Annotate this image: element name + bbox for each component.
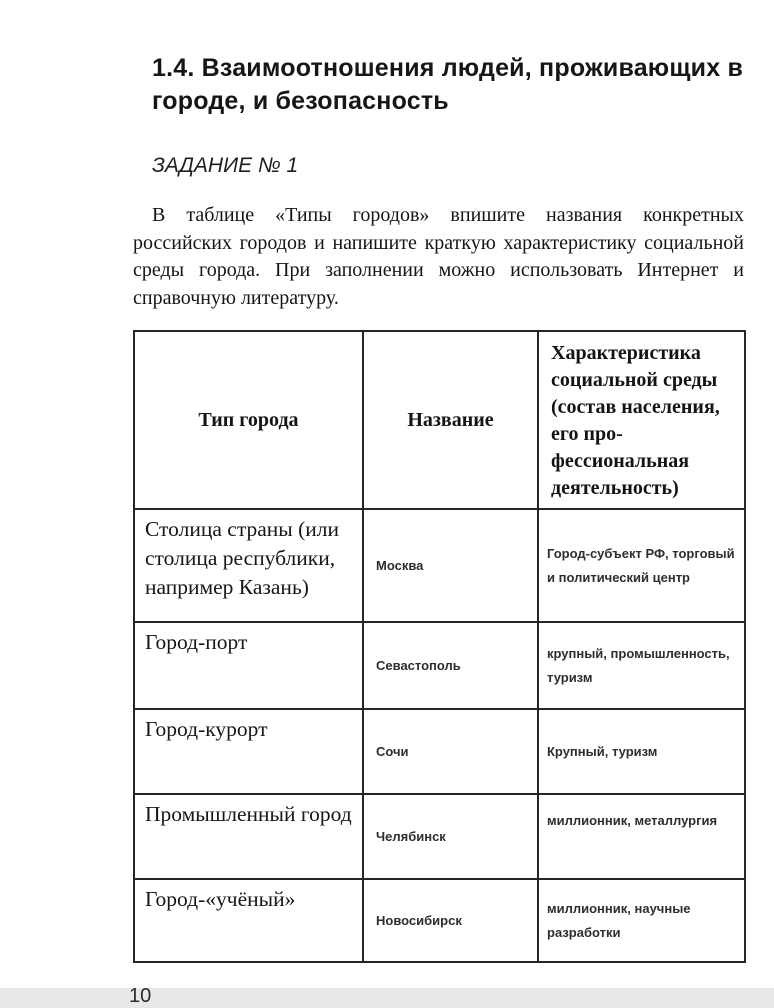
city-type-label: Город-«учёный» [134, 879, 363, 962]
city-name-answer: Новосибирск [363, 879, 538, 962]
city-description-answer: миллионник, металлургия [538, 794, 745, 879]
city-name-answer: Челябинск [363, 794, 538, 879]
column-header-city-type: Тип города [134, 331, 363, 509]
city-name-answer: Севастополь [363, 622, 538, 709]
column-header-name: Название [363, 331, 538, 509]
table-row-port [134, 622, 745, 709]
city-type-label: Город-курорт [134, 709, 363, 794]
table-row-industrial [134, 794, 745, 879]
table-row-capital [134, 509, 745, 622]
table-header [134, 331, 745, 509]
city-type-label: Столица страны (или столица республики, например Казань) [134, 509, 363, 622]
city-types-table [133, 330, 746, 963]
instruction-paragraph: В таблице «Типы городов» впишите названия конкретных российских городов и напишите краткую характеристику социальной среды города. При заполнении можно использовать Интернет и справочную литературу. [133, 204, 744, 309]
page-content [129, 52, 744, 1008]
table-header-row [134, 331, 745, 509]
section-title: 1.4. Взаимоотношения людей, проживающих в городе, и безопасность [152, 54, 744, 115]
page-number: 10 [129, 985, 152, 1007]
city-type-label: Город-порт [134, 622, 363, 709]
city-description-answer: Город-субъект РФ, торговый и политический центр [538, 509, 745, 622]
city-name-answer: Сочи [363, 709, 538, 794]
city-type-label: Промышленный город [134, 794, 363, 879]
column-header-description: Характеристика социальной среды (состав населения, его профессиональная деятельность) [538, 331, 745, 509]
city-description-answer: Крупный, туризм [538, 709, 745, 794]
task-label: ЗАДАНИЕ № 1 [152, 154, 299, 177]
table-row-resort [134, 709, 745, 794]
city-name-answer: Москва [363, 509, 538, 622]
city-description-answer: миллионник, научные разработки [538, 879, 745, 962]
table-body [134, 509, 745, 962]
table-row-science [134, 879, 745, 962]
city-description-answer: крупный, промышленность, туризм [538, 622, 745, 709]
